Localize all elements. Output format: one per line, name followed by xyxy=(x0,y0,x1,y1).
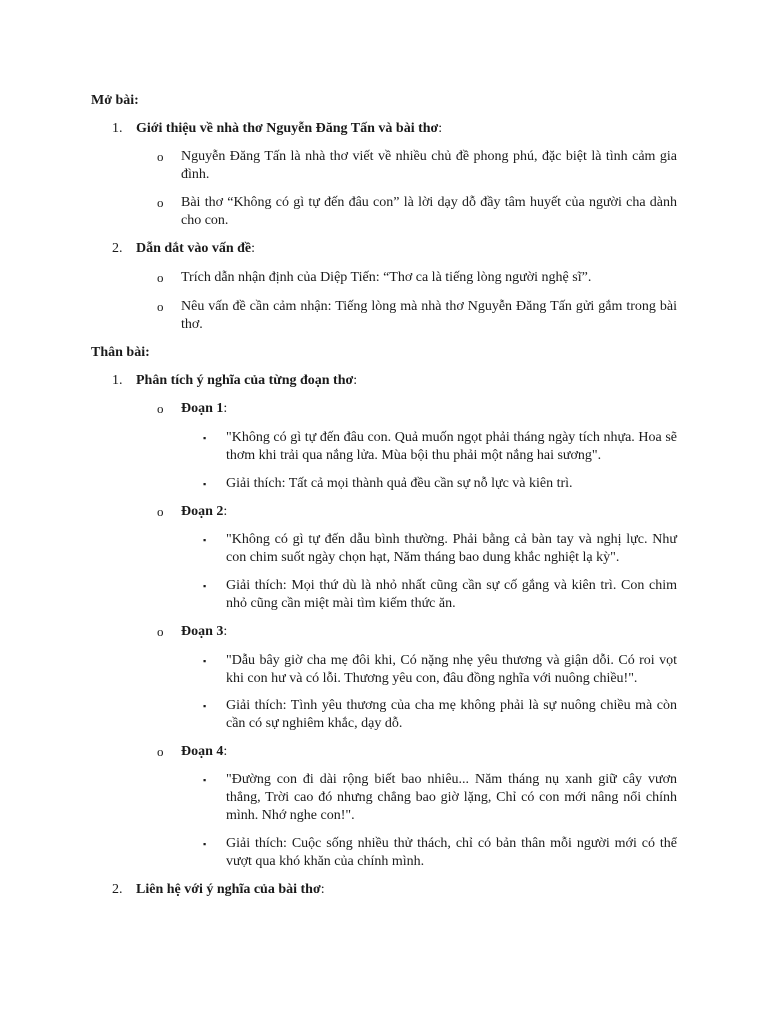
bullet-item: "Dẫu bây giờ cha mẹ đôi khi, Có nặng nhẹ yêu thương và giận dỗi. Có roi vọt khi con hư và có lỗi. Thương yêu con, đâu đồng nghĩa với nuông chiều!". xyxy=(226,653,677,686)
section-heading-mo-bai: Mở bài: xyxy=(91,93,139,108)
sub-bullet-marker: o xyxy=(157,195,164,210)
stanza-colon: : xyxy=(223,744,228,759)
stanza-colon: : xyxy=(223,401,228,416)
list-item-heading xyxy=(136,881,676,899)
bullet-item: "Không có gì tự đến đâu con. Quả muốn ngọt phải tháng ngày tích nhựa. Hoa sẽ thơm khi trải qua nắng lửa. Mùa bội thu phải một nắng hai sương". xyxy=(226,430,677,463)
square-bullet-marker: ▪ xyxy=(203,775,207,785)
list-item-heading xyxy=(136,120,676,138)
item-label: Liên hệ với ý nghĩa của bài thơ xyxy=(136,882,321,897)
stanza-label: Đoạn 3 xyxy=(181,624,224,639)
stanza-label: Đoạn 4 xyxy=(181,744,224,759)
item-colon: : xyxy=(251,241,256,256)
item-label: Dẫn dắt vào vấn đề xyxy=(136,241,252,256)
list-item-heading xyxy=(136,240,676,258)
stanza-heading xyxy=(181,623,677,641)
stanza-colon: : xyxy=(223,504,228,519)
sub-bullet-marker: o xyxy=(157,401,164,416)
bullet-item: Giải thích: Tất cả mọi thành quả đều cần sự nỗ lực và kiên trì. xyxy=(226,476,573,491)
bullet-item: Giải thích: Cuộc sống nhiều thử thách, chỉ có bản thân mỗi người mới có thể vượt qua khó khăn của chính mình. xyxy=(226,836,677,869)
square-bullet-marker: ▪ xyxy=(203,479,207,489)
bullet-item: Giải thích: Mọi thứ dù là nhỏ nhất cũng cần sự cố gắng và kiên trì. Con chim nhỏ cũng cần miệt mài tìm kiếm thức ăn. xyxy=(226,578,677,611)
list-item-heading xyxy=(136,372,676,390)
list-number: 2. xyxy=(112,241,123,256)
sub-list-item: Nêu vấn đề cần cảm nhận: Tiếng lòng mà nhà thơ Nguyễn Đăng Tấn gửi gắm trong bài thơ. xyxy=(181,299,677,332)
stanza-colon: : xyxy=(223,624,228,639)
stanza-label: Đoạn 1 xyxy=(181,401,224,416)
item-label: Phân tích ý nghĩa của từng đoạn thơ xyxy=(136,373,354,388)
square-bullet-marker: ▪ xyxy=(203,656,207,666)
bullet-item: "Đường con đi dài rộng biết bao nhiêu... Năm tháng nụ xanh giữ cây vươn thẳng, Trời cao đó nhưng chẳng bao giờ lặng, Chỉ có con mới nâng nổi chính mình. Nhớ nghe con!". xyxy=(226,772,677,823)
square-bullet-marker: ▪ xyxy=(203,839,207,849)
section-heading-than-bai: Thân bài: xyxy=(91,345,150,360)
item-colon: : xyxy=(320,882,325,897)
sub-bullet-marker: o xyxy=(157,299,164,314)
stanza-label: Đoạn 2 xyxy=(181,504,224,519)
stanza-heading xyxy=(181,743,677,761)
stanza-heading xyxy=(181,503,677,521)
bullet-item: "Không có gì tự đến dẫu bình thường. Phải bằng cả bàn tay và nghị lực. Như con chim suốt ngày chọn hạt, Năm tháng bao dung khắc nghiệt lạ kỳ". xyxy=(226,532,677,565)
square-bullet-marker: ▪ xyxy=(203,701,207,711)
square-bullet-marker: ▪ xyxy=(203,433,207,443)
sub-list-item: Nguyễn Đăng Tấn là nhà thơ viết về nhiều chủ đề phong phú, đặc biệt là tình cảm gia đình. xyxy=(181,149,677,182)
item-colon: : xyxy=(438,121,443,136)
list-number: 1. xyxy=(112,121,123,136)
sub-bullet-marker: o xyxy=(157,624,164,639)
sub-bullet-marker: o xyxy=(157,504,164,519)
sub-list-item: Trích dẫn nhận định của Diệp Tiến: “Thơ ca là tiếng lòng người nghệ sĩ”. xyxy=(181,270,592,285)
sub-bullet-marker: o xyxy=(157,270,164,285)
bullet-item: Giải thích: Tình yêu thương của cha mẹ không phải là sự nuông chiều mà còn cần có sự nghiêm khắc, dạy dỗ. xyxy=(226,698,677,731)
sub-bullet-marker: o xyxy=(157,149,164,164)
sub-bullet-marker: o xyxy=(157,744,164,759)
stanza-heading xyxy=(181,400,677,418)
square-bullet-marker: ▪ xyxy=(203,581,207,591)
sub-list-item: Bài thơ “Không có gì tự đến đâu con” là lời dạy dỗ đầy tâm huyết của người cha dành cho con. xyxy=(181,195,677,228)
square-bullet-marker: ▪ xyxy=(203,535,207,545)
item-colon: : xyxy=(353,373,358,388)
item-label: Giới thiệu về nhà thơ Nguyễn Đăng Tấn và bài thơ xyxy=(136,121,439,136)
list-number: 1. xyxy=(112,373,123,388)
list-number: 2. xyxy=(112,882,123,897)
